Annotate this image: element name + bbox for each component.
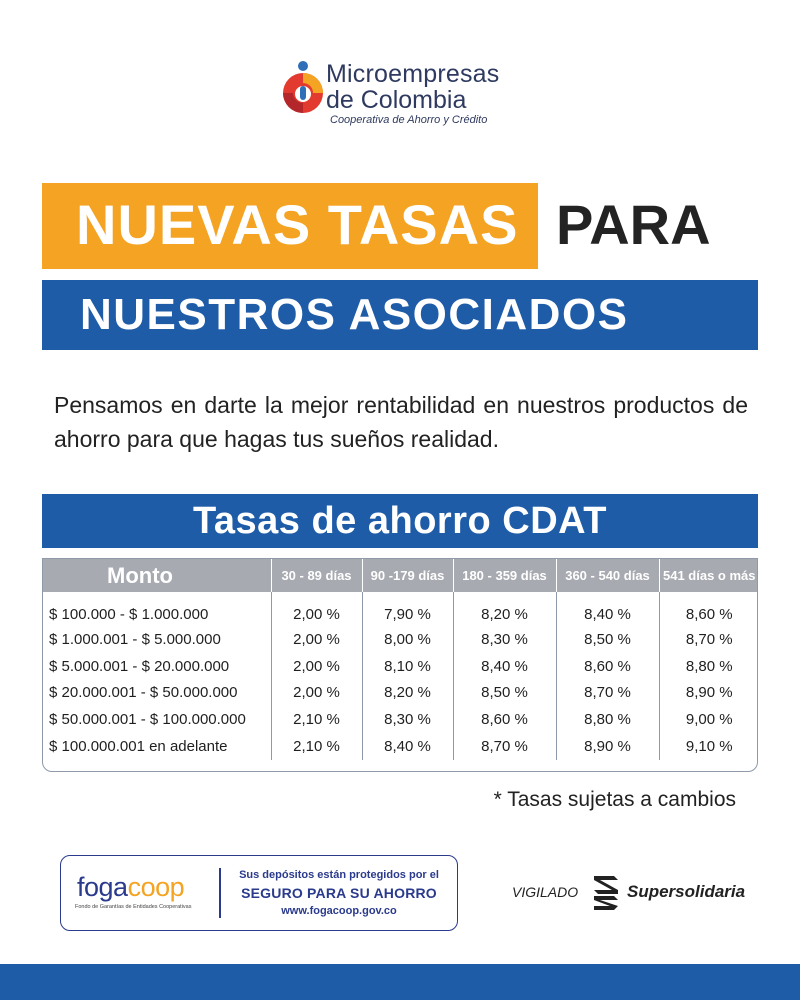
rate-cell: 8,10 % — [362, 653, 453, 680]
rate-cell: 8,40 % — [556, 592, 659, 626]
rate-cell: 2,00 % — [271, 592, 362, 626]
table-row — [43, 626, 758, 653]
amount-range-cell: $ 100.000 - $ 1.000.000 — [43, 592, 271, 626]
column-header-term: 360 - 540 días — [556, 559, 659, 592]
table-row — [43, 733, 758, 760]
amount-range-cell: $ 50.000.001 - $ 100.000.000 — [43, 706, 271, 733]
rate-cell: 8,90 % — [685, 684, 733, 702]
rates-table — [42, 558, 758, 772]
rates-disclaimer: * Tasas sujetas a cambios — [493, 788, 736, 811]
rate-cell: 8,30 % — [453, 626, 556, 653]
rate-cell: 8,50 % — [453, 680, 556, 707]
column-header-term: 30 - 89 días — [271, 559, 362, 592]
brand-tagline: Cooperativa de Ahorro y Crédito — [330, 114, 488, 126]
table-row — [43, 592, 758, 626]
fogacoop-logo-subtitle: Fondo de Garantías de Entidades Cooperativas — [75, 904, 192, 910]
rate-cell: 8,20 % — [453, 592, 556, 626]
rate-cell: 8,50 % — [556, 626, 659, 653]
rate-cell: 8,60 % — [453, 706, 556, 733]
headline-line2-text: NUESTROS ASOCIADOS — [80, 290, 629, 339]
column-header-term: 90 -179 días — [362, 559, 453, 592]
rate-cell: 8,60 % — [556, 653, 659, 680]
column-header-term: 541 días o más — [659, 559, 758, 592]
rate-cell: 8,60 % — [685, 605, 733, 623]
rate-cell: 8,70 % — [453, 733, 556, 760]
table-row — [43, 653, 758, 680]
rate-cell: 2,00 % — [271, 680, 362, 707]
rate-cell: 8,70 % — [556, 680, 659, 707]
amount-range-cell: $ 20.000.001 - $ 50.000.000 — [43, 680, 271, 707]
fogacoop-divider — [219, 868, 221, 918]
rate-cell: 8,20 % — [362, 680, 453, 707]
rate-cell: 8,70 % — [685, 630, 733, 648]
brand-name-line2: de Colombia — [326, 86, 467, 114]
table-row — [43, 706, 758, 733]
rate-cell: 8,30 % — [362, 706, 453, 733]
brand-logo — [280, 60, 540, 130]
rate-cell: 2,00 % — [271, 653, 362, 680]
brand-name-line1: Microempresas — [326, 60, 500, 88]
table-row — [43, 680, 758, 707]
rate-cell: 2,10 % — [271, 706, 362, 733]
headline-highlight-text: NUEVAS TASAS — [76, 193, 519, 256]
fogacoop-badge — [60, 855, 458, 931]
amount-range-cell: $ 100.000.001 en adelante — [43, 733, 271, 760]
rate-cell: 9,00 % — [685, 711, 733, 729]
microempresas-logo-icon — [280, 60, 330, 116]
rate-cell: 2,00 % — [271, 626, 362, 653]
rate-cell: 8,90 % — [556, 733, 659, 760]
rate-cell: 9,10 % — [685, 738, 733, 756]
supersolidaria-logo-icon — [588, 872, 622, 912]
vigilado-label: VIGILADO — [512, 884, 579, 900]
column-header-term: 180 - 359 días — [453, 559, 556, 592]
fogacoop-logo — [77, 872, 184, 903]
column-header-amount: Monto — [43, 559, 271, 592]
footer-bar — [0, 964, 800, 1000]
fogacoop-protection-text: Sus depósitos están protegidos por el — [239, 869, 439, 881]
amount-range-cell: $ 1.000.001 - $ 5.000.000 — [43, 626, 271, 653]
rates-table-title: Tasas de ahorro CDAT — [42, 494, 758, 548]
fogacoop-logo-part2: coop — [127, 872, 185, 902]
rate-cell: 8,40 % — [362, 733, 453, 760]
headline-plain-text: PARA — [556, 193, 711, 256]
rate-cell: 8,80 % — [556, 706, 659, 733]
fogacoop-website-link[interactable]: www.fogacoop.gov.co — [281, 905, 397, 917]
rate-cell: 2,10 % — [271, 733, 362, 760]
rate-cell: 8,00 % — [362, 626, 453, 653]
rate-cell: 7,90 % — [362, 592, 453, 626]
table-header-row — [43, 559, 758, 592]
intro-paragraph: Pensamos en darte la mejor rentabilidad en nuestros productos de ahorro para que hagas tus sueños realidad. — [54, 392, 748, 452]
rate-cell: 8,40 % — [453, 653, 556, 680]
fogacoop-logo-part1: foga — [77, 872, 128, 902]
supersolidaria-name: Supersolidaria — [627, 882, 746, 901]
fogacoop-insurance-text: SEGURO PARA SU AHORRO — [241, 885, 437, 901]
amount-range-cell: $ 5.000.001 - $ 20.000.000 — [43, 653, 271, 680]
rate-cell: 8,80 % — [685, 657, 733, 675]
